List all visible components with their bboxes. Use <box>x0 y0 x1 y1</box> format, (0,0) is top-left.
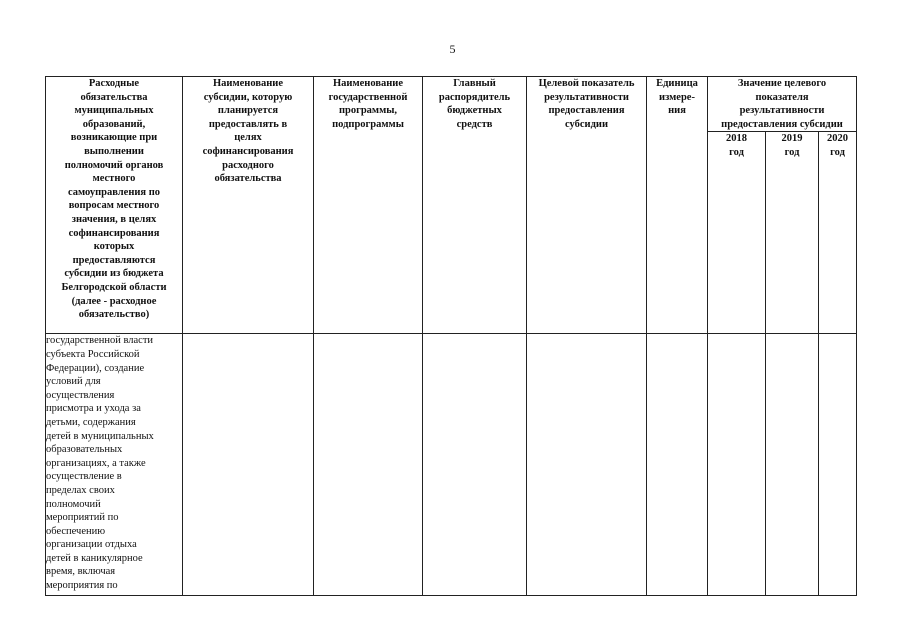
subsidy-table <box>45 76 857 596</box>
page-number: 5 <box>449 42 456 56</box>
row-budget-manager-cell <box>423 334 527 596</box>
header-year-2018: 2018 год <box>708 132 766 334</box>
header-target-indicator: Целевой показатель результативности предоставления субсидии <box>527 77 647 334</box>
header-target-value: Значение целевого показателя результативности предоставления субсидии <box>708 77 857 132</box>
header-subsidy-name: Наименование субсидии, которую планируется предоставлять в целях софинансирования расходного обязательства <box>183 77 314 334</box>
row-expense-obligation-cell: государственной власти субъекта Российской Федерации), создание условий для осуществления присмотра и ухода за детьми, содержания детей в муниципальных образовательных организациях, а также осуществление в пределах своих полномочий мероприятий по обеспечению организации отдыха детей в каникулярное время, включая мероприятия по <box>46 334 183 596</box>
header-expense-obligations: Расходные обязательства муниципальных образований, возникающие при выполнении полномочий органов местного самоуправления по вопросам местного значения, в целях софинансирования которых предоставляются субсидии из бюджета Белгородской области (далее - расходное обязательство) <box>46 77 183 334</box>
row-value-2019-cell <box>766 334 819 596</box>
row-value-2018-cell <box>708 334 766 596</box>
row-unit-cell <box>647 334 708 596</box>
header-year-2020: 2020 год <box>819 132 857 334</box>
row-subsidy-name-cell <box>183 334 314 596</box>
table-row <box>46 334 857 596</box>
header-unit: Единица измере- ния <box>647 77 708 334</box>
row-value-2020-cell <box>819 334 857 596</box>
header-program-name: Наименование государственной программы, подпрограммы <box>314 77 423 334</box>
row-target-indicator-cell <box>527 334 647 596</box>
header-year-2019: 2019 год <box>766 132 819 334</box>
header-budget-manager: Главный распорядитель бюджетных средств <box>423 77 527 334</box>
row-program-name-cell <box>314 334 423 596</box>
